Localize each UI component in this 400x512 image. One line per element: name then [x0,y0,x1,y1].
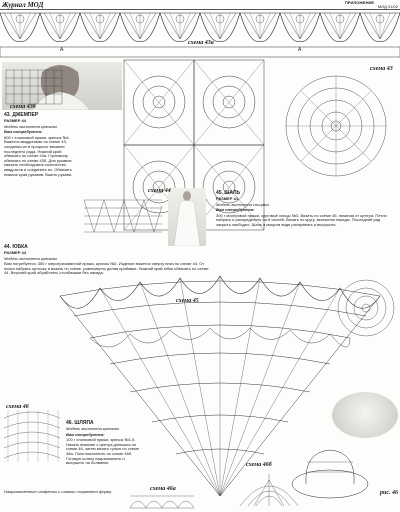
article-45-body: 300 г мохеровой пряжи, круговые спицы №3. Вязать по схеме 45, начиная от центра. Петли набрать и распределить на 8 частей. Вязать по кругу, выполняя накиды. Последний ряд закрыть свободно. Шаль в мокром виде расправить и высушить. [216,212,387,227]
hat-drawing [290,438,370,502]
label-letter-a: А [60,47,64,53]
label-scheme-43b: схема 43б [10,104,36,110]
diagram-46-circle [336,278,396,338]
diagram-44 [84,196,164,240]
article-45-design: Модель выполнена спицами [216,201,269,207]
article-46-title: 46. ШЛЯПА [66,420,94,426]
label-letter-a-2: А [298,47,302,53]
article-45 [216,190,396,229]
issue-number: МОД 01/02 [377,4,398,9]
photo-hat [332,392,398,438]
article-46-design: Модель выполнена крючком [66,426,119,431]
article-44-title: 44. ЮБКА [4,244,28,250]
label-scheme-43a: схема 43а [188,40,214,46]
header-right-title: ПРИЛОЖЕНИЕ [345,0,374,5]
article-44-size: РАЗМЕР 44 [4,250,26,255]
article-43-need: Вам потребуется: [4,129,43,135]
page-header [0,0,400,10]
label-scheme-43: схема 43 [370,66,393,72]
label-fig-46: рис. 46 [380,490,398,496]
article-45-need: Вам потребуется: [216,207,255,213]
article-44 [4,244,214,277]
photo-shawl-model [168,188,206,246]
article-46 [66,420,142,467]
label-scheme-44: схема 44 [148,188,171,194]
label-scheme-46b: схема 46б [246,462,272,468]
label-scheme-46: схема 46 [6,404,29,410]
magazine-title: Журнал МОД [2,1,44,9]
diagram-46b [240,470,300,510]
article-43-design: Модель выполнена крючком [4,123,57,129]
article-43 [4,112,78,178]
article-44-design: Модель выполнена крючком [4,255,57,261]
label-scheme-46a: схема 46а [150,486,176,492]
article-45-title: 45. ШАЛЬ [216,190,241,196]
diagram-43b [6,70,66,108]
diagram-43-circle [278,72,398,182]
article-43-size: РАЗМЕР 44 [4,118,26,123]
article-43-body: 600 г хлопковой пряжи, крючок №1. Вяжется квадратами по схеме 43, соединяя их в процессе вязания последнего ряда. Нижний край обвязать по схеме 43а. Горловину обвязать по схеме 43б. Для рукавов связать необходимое количество квадратов и соединить их. Обвязать нижние края рукавов. Вшить рукава. [4,134,73,177]
header-rule [0,9,400,10]
article-46-need: Вам потребуется: [66,431,105,437]
article-45-size: РАЗМЕР 44 [216,196,238,201]
article-46-body: 100 г хлопковой пряжи, крючок №1,5. Начать вязание с центра донышка по схеме 46, затем вязать тулью по схеме 46а. Поля выполнить по схеме 46б. Готовую шляпу накрахмалить и высушить на болванке. [66,437,139,466]
diagram-46 [4,410,62,464]
diagram-46a [130,494,196,510]
footnote: Накрахмаленные салфетки и шляпки сохраняют форму [4,489,112,494]
article-44-body: Вам потребуется: 300 г мерсеризованной пряжи, крючок №2. Изделие вяжется сверху вниз по схеме 44. От пояса набрать цепочку и вязать по схеме, равномерно делая прибавки. Нижний край юбки обвязать по схеме 44. Верхний край обработать столбиками без накида. [4,261,209,276]
label-scheme-45: схема 45 [176,298,199,304]
article-43-title: 43. ДЖЕМПЕР [4,112,39,118]
